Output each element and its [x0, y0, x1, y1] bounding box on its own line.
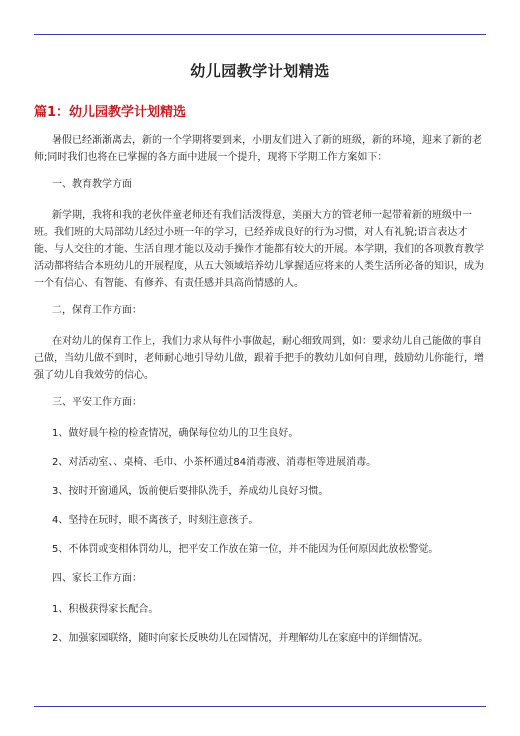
document-page — [34, 60, 486, 659]
care-paragraph: 在对幼儿的保育工作上，我们力求从每件小事做起，耐心细致周到，如：要求幼儿自己能做的事自己做，当幼儿做不到时，老师耐心地引导幼儿做，跟着手把手的教幼儿如何自理，鼓励幼儿你能行，增强了幼儿自我效劳的信心。 — [34, 336, 484, 381]
safety-item: 4、坚持在玩时，眼不离孩子，时刻注意孩子。 — [52, 515, 259, 526]
parents-item: 1、积极获得家长配合。 — [52, 604, 159, 615]
safety-item: 1、做好晨午检的检查情况，确保每位幼儿的卫生良好。 — [52, 428, 299, 439]
article-subtitle: 篇1：幼儿园教学计划精选 — [34, 105, 187, 120]
section-heading-teaching: 一、教育教学方面 — [52, 179, 132, 190]
section-heading-parents: 四、家长工作方面： — [52, 573, 142, 584]
page-title: 幼儿园教学计划精选 — [190, 62, 330, 80]
section-heading-safety: 三、平安工作方面： — [52, 397, 142, 408]
top-rule — [34, 34, 486, 35]
safety-item: 3、按时开窗通风，饭前便后要排队洗手，养成幼儿良好习惯。 — [52, 486, 329, 497]
parents-item: 2、加强家园联络，随时向家长反映幼儿在园情况，并理解幼儿在家庭中的详细情况。 — [52, 633, 429, 644]
safety-item: 2、对活动室、、桌椅、毛巾、小茶杯通过84消毒液、消毒柜等进展消毒。 — [52, 457, 377, 468]
teaching-paragraph: 新学期，我将和我的老伙伴童老师还有我们活泼得意，美丽大方的管老师一起带着新的班级中一班。我们班的大局部幼儿经过小班一年的学习，已经养成良好的行为习惯，对人有礼貌;语言表达才能、与人交往的才能、生活自理才能以及动手操作才能都有较大的开展。本学期，我们的各项教育教学活动都将结合本班幼儿的开展程度，从五大领域培养幼儿掌握适应将来的人类生活所必备的知识，成为一个有信心、有智能、有修养、有责任感并具高尚情感的人。 — [34, 210, 484, 289]
bottom-rule — [34, 706, 486, 707]
section-heading-care: 二，保育工作方面： — [52, 305, 142, 316]
safety-item: 5、不体罚或变相体罚幼儿，把平安工作放在第一位，并不能因为任何原因此放松警觉。 — [52, 544, 439, 555]
intro-paragraph: 暑假已经渐渐离去，新的一个学期将要到来，小朋友们进入了新的班级，新的环境，迎来了新的老师;同时我们也将在已掌握的各方面中进展一个提升，现将下学期工作方案如下： — [34, 135, 482, 163]
